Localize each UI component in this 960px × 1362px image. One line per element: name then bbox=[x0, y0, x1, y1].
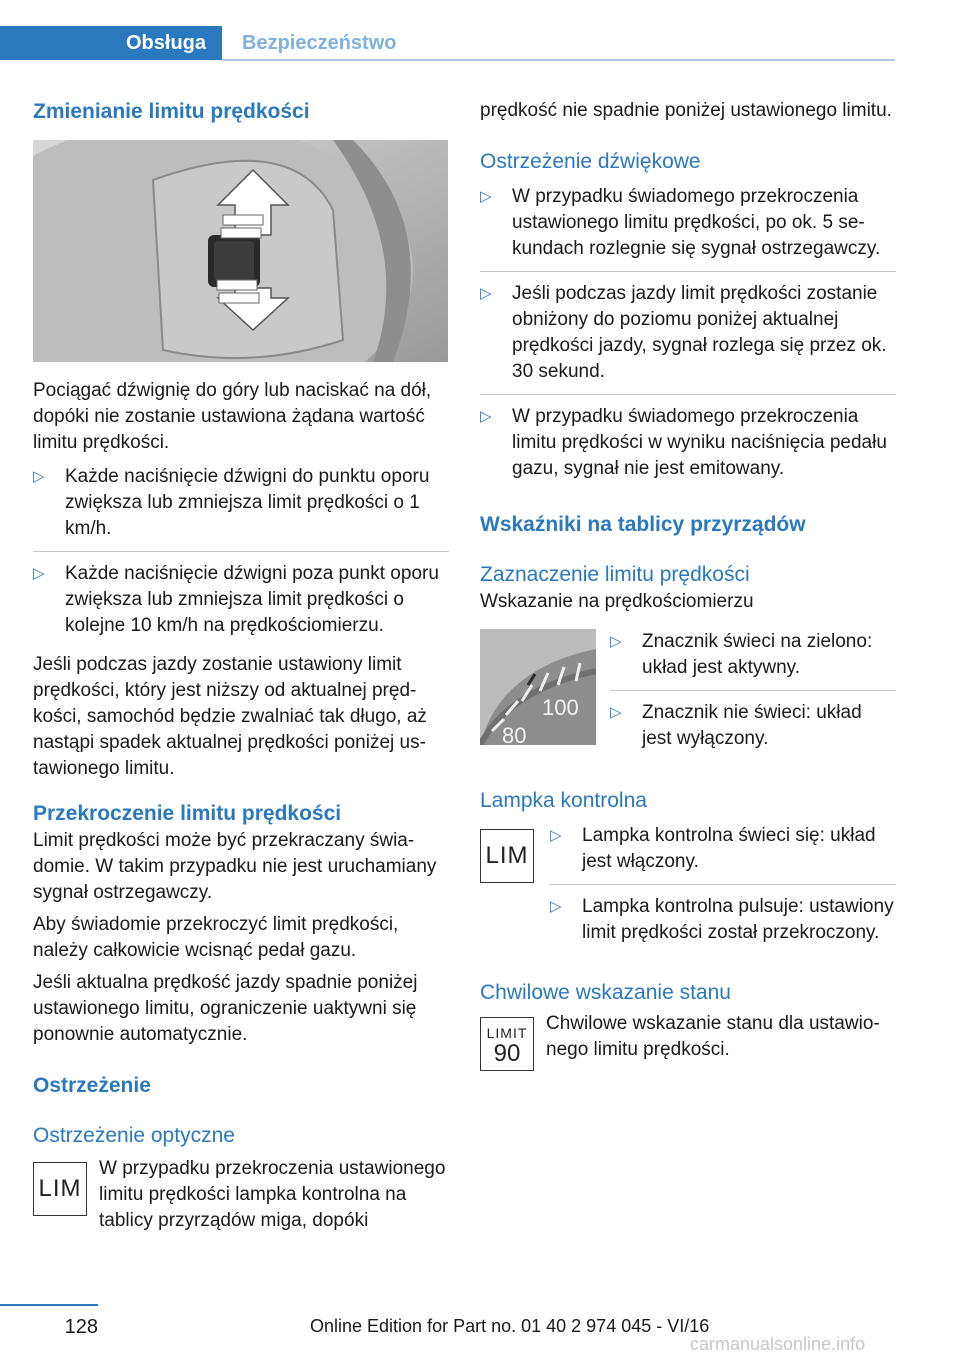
tab-underline bbox=[222, 59, 895, 61]
triangle-bullet-icon: ▷ bbox=[33, 565, 45, 582]
triangle-bullet-icon: ▷ bbox=[480, 188, 492, 205]
optical-warning-text: W przypadku przekroczenia ustawionego limitu prędkości lampka kontrolna na tablicy przyrządów miga, dopóki bbox=[99, 1158, 446, 1231]
list-item-text: W przypadku świadomego przekroczenia limitu prędkości w wyniku naciśnięcia pedału gazu, sygnał nie jest emitowany. bbox=[512, 406, 887, 479]
triangle-bullet-icon: ▷ bbox=[610, 633, 622, 650]
triangle-bullet-icon: ▷ bbox=[480, 408, 492, 425]
tab-obsluga-label: Obsługa bbox=[125, 31, 206, 54]
section-title-indicators: Wskaźniki na tablicy przyrządów bbox=[480, 513, 806, 536]
lim-indicator-icon bbox=[480, 829, 534, 883]
page-number: 128 bbox=[64, 1316, 98, 1338]
intro-paragraph: Pociągać dźwignię do góry lub naciskać na dół, dopóki nie zostanie ustawiona żądana wartość limitu prędkości. bbox=[33, 380, 432, 453]
lim-indicator-icon bbox=[33, 1162, 87, 1216]
left-column bbox=[33, 98, 449, 1234]
lim-icon-text: LIM bbox=[485, 842, 529, 869]
watermark: carmanualsonline.info bbox=[690, 1334, 866, 1354]
continuation-text: prędkość nie spadnie poniżej ustawionego limitu. bbox=[480, 100, 892, 121]
limit-90-icon bbox=[480, 1017, 534, 1071]
list-item-text: Lampka kontrolna świeci się: układ jest włączony. bbox=[582, 825, 876, 872]
subtitle-acoustic-warning: Ostrzeżenie dźwiękowe bbox=[480, 150, 701, 173]
acoustic-warning-list bbox=[480, 184, 896, 491]
list-item-text: Każde naciśnięcie dźwigni poza punkt oporu zwiększa lub zmniejsza limit prędkości o kolejne 10 km/h na prędkościomierzu. bbox=[65, 563, 439, 636]
marking-intro: Wskazanie na prędkościomierzu bbox=[480, 591, 754, 612]
subtitle-optical-warning: Ostrzeżenie optyczne bbox=[33, 1124, 235, 1147]
list-item bbox=[33, 464, 449, 552]
speedo-label-80: 80 bbox=[502, 723, 527, 745]
list-item bbox=[480, 404, 896, 491]
list-item bbox=[550, 894, 896, 955]
list-item bbox=[480, 281, 896, 395]
triangle-bullet-icon: ▷ bbox=[33, 468, 45, 485]
list-item bbox=[480, 184, 896, 272]
triangle-bullet-icon: ▷ bbox=[550, 827, 562, 844]
list-item bbox=[610, 629, 896, 691]
subtitle-indicator-lamp: Lampka kontrolna bbox=[480, 789, 647, 812]
list-item bbox=[610, 700, 896, 761]
list-item bbox=[550, 823, 896, 885]
list-item-text: Jeśli podczas jazdy limit prędkości zostanie obniżony do poziomu poniżej aktualnej prędkości jazdy, sygnał rozlega się przez ok. 30 sekund. bbox=[512, 283, 887, 382]
speedo-label-100: 100 bbox=[542, 695, 579, 720]
list-item-text: W przypadku świadomego przekroczenia ustawionego limitu prędkości, po ok. 5 sekundach rozlegnie się sygnał ostrzegawczy. bbox=[512, 186, 881, 259]
footer-line bbox=[0, 1304, 98, 1306]
speed-reduction-paragraph: Jeśli podczas jazdy zostanie ustawiony limit prędkości, który jest niższy od aktualnej prędkości, samochód będzie zwalniać tak długo, aż nastąpi spadek aktualnej prędkości poniżej ustawionego limitu. bbox=[33, 654, 427, 779]
header-tabs bbox=[0, 26, 895, 62]
limit-icon-label: LIMIT bbox=[486, 1024, 528, 1041]
exceed-paragraph-1: Limit prędkości może być przekraczany świadomie. W takim przypadku nie jest uruchamiany sygnał ostrzegawczy. bbox=[33, 830, 437, 903]
section-title-warning: Ostrzeżenie bbox=[33, 1074, 151, 1097]
steering-wheel-lever-photo bbox=[33, 140, 448, 362]
status-display-row bbox=[480, 1011, 896, 1071]
section-title-change-limit: Zmienianie limitu prędkości bbox=[33, 100, 310, 123]
marking-list bbox=[610, 629, 896, 761]
status-display-text: Chwilowe wskazanie stanu dla ustawionego limitu prędkości. bbox=[546, 1013, 880, 1060]
exceed-paragraph-2: Aby świadomie przekroczyć limit prędkości, należy całkowicie wcisnąć pedał gazu. bbox=[33, 914, 399, 961]
tab-bezpieczenstwo-label: Bezpieczeństwo bbox=[242, 31, 397, 54]
list-item-text: Znacznik świeci na zielono: układ jest aktywny. bbox=[642, 631, 873, 678]
speedometer-image bbox=[480, 629, 596, 745]
list-item-text: Lampka kontrolna pulsuje: ustawiony limit prędkości został przekroczony. bbox=[582, 896, 894, 943]
lamp-list bbox=[550, 823, 896, 955]
limit-icon-number: 90 bbox=[493, 1039, 521, 1067]
exceed-paragraph-3: Jeśli aktualna prędkość jazdy spadnie poniżej ustawionego limitu, ograniczenie uaktywni się ponownie automatycznie. bbox=[33, 972, 418, 1045]
right-column bbox=[480, 98, 896, 1071]
indicator-lamp-row bbox=[480, 823, 896, 955]
triangle-bullet-icon: ▷ bbox=[550, 898, 562, 915]
speedometer-row bbox=[480, 629, 896, 761]
lim-icon-text: LIM bbox=[38, 1175, 82, 1202]
tab-obsluga[interactable] bbox=[0, 26, 222, 60]
section-title-exceed-limit: Przekroczenie limitu prędkości bbox=[33, 802, 342, 825]
triangle-bullet-icon: ▷ bbox=[480, 285, 492, 302]
triangle-bullet-icon: ▷ bbox=[610, 704, 622, 721]
optical-warning-row bbox=[33, 1156, 449, 1234]
list-item-text: Każde naciśnięcie dźwigni do punktu oporu zwiększa lub zmniejsza limit prędkości o 1 km/h. bbox=[65, 466, 430, 539]
list-item-text: Znacznik nie świeci: układ jest wyłączony. bbox=[642, 702, 862, 749]
tab-bezpieczenstwo[interactable] bbox=[222, 26, 396, 60]
edition-text: Online Edition for Part no. 01 40 2 974 045 - VI/16 bbox=[310, 1316, 710, 1336]
list-item bbox=[33, 561, 449, 648]
change-limit-list bbox=[33, 464, 449, 648]
subtitle-limit-marking: Zaznaczenie limitu prędkości bbox=[480, 563, 750, 586]
subtitle-status-display: Chwilowe wskazanie stanu bbox=[480, 981, 731, 1004]
